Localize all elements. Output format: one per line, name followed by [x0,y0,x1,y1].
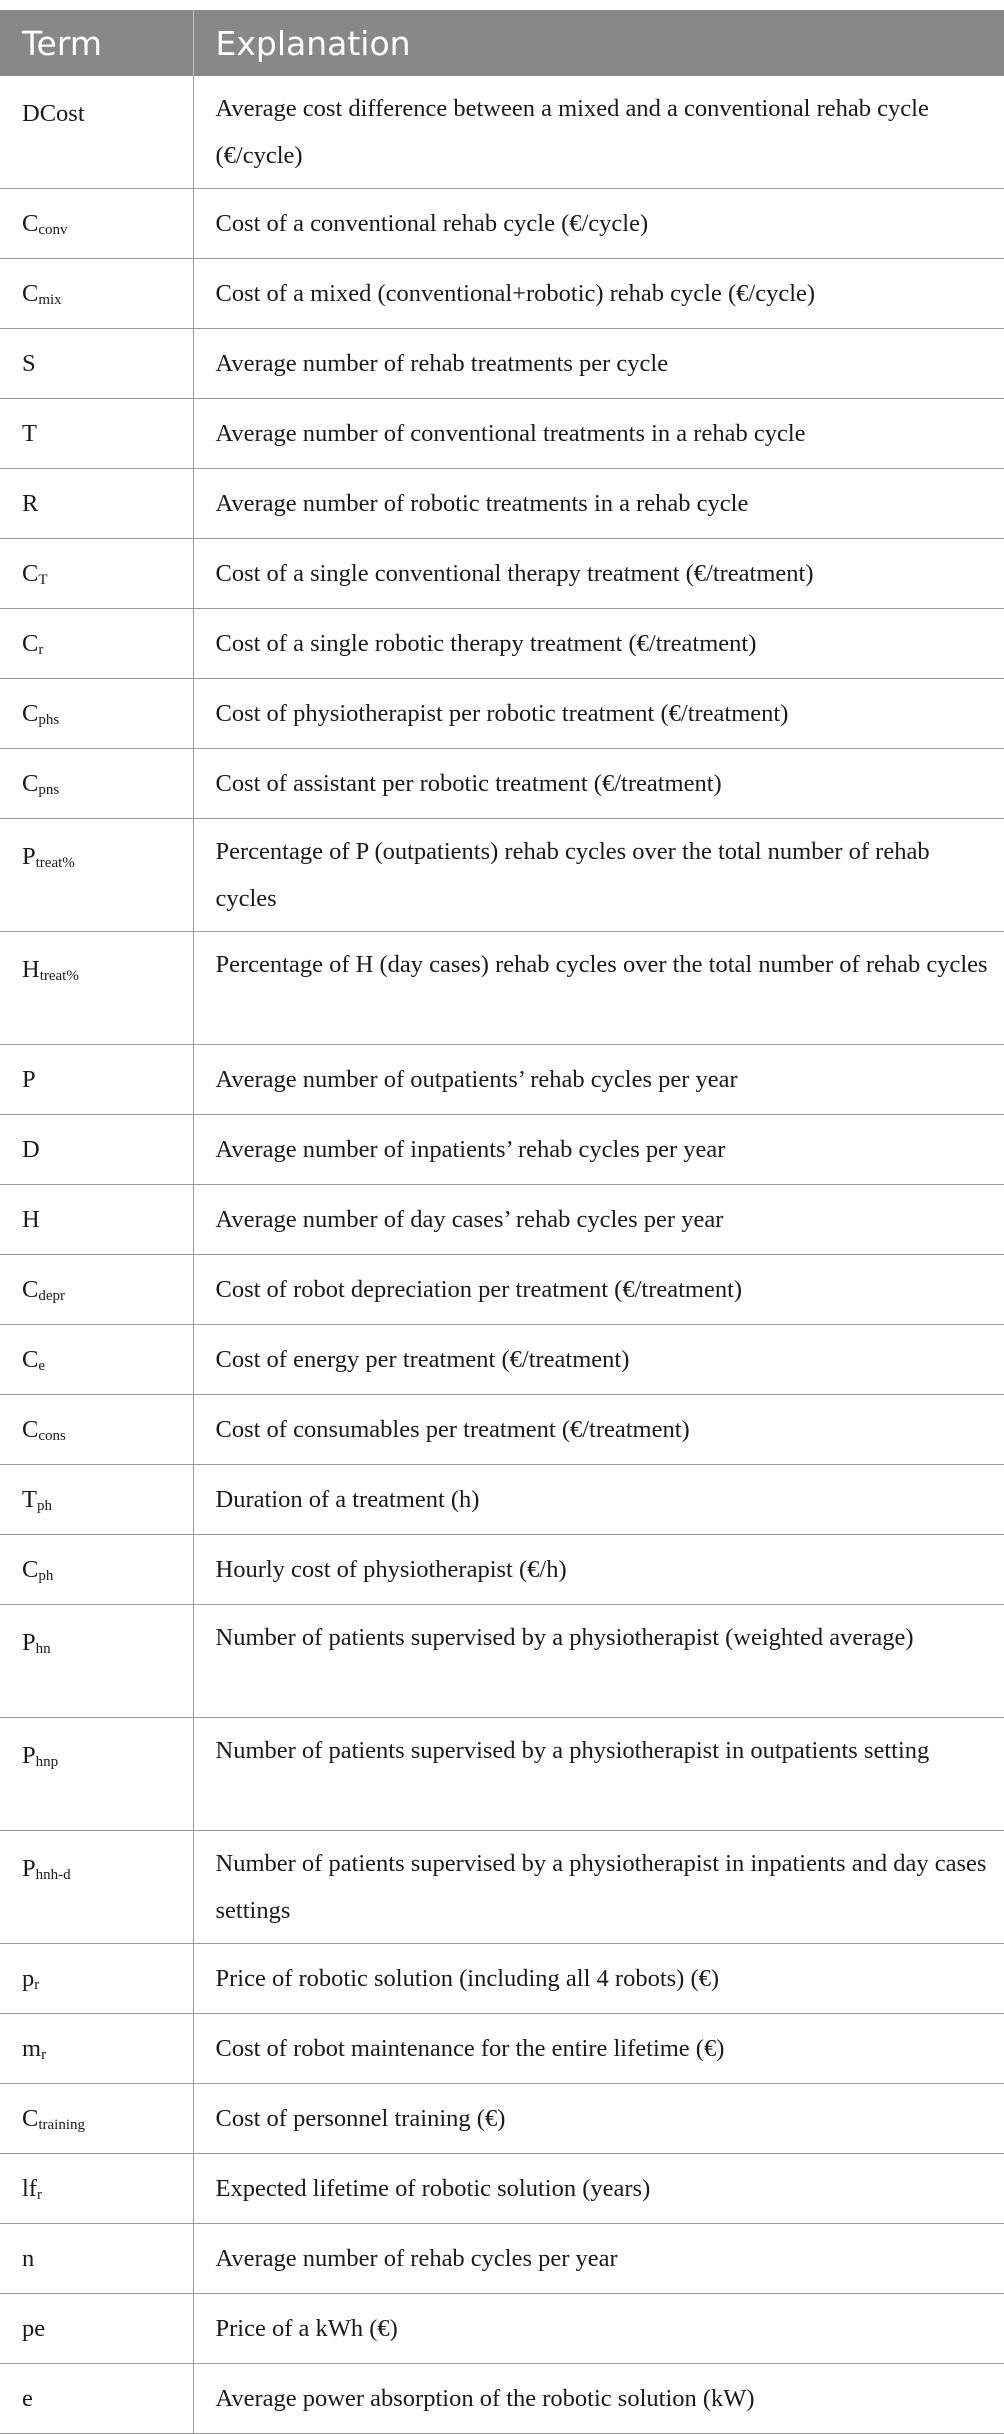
term-cell [0,259,193,329]
explanation-cell: Cost of a mixed (conventional+robotic) rehab cycle (€/cycle) [193,259,1004,329]
term-subscript: treat% [39,968,79,984]
term-subscript: ph [36,1498,52,1514]
table-row [0,1395,1004,1465]
term-cell [0,1465,193,1535]
table-row [0,2224,1004,2294]
term-symbol: T [22,1486,37,1513]
explanation-cell: Cost of robot maintenance for the entire lifetime (€) [193,2014,1004,2084]
term-symbol: e [22,2385,33,2412]
term-cell [0,2224,193,2294]
table-row [0,2084,1004,2154]
table-row [0,1465,1004,1535]
explanation-cell: Average number of conventional treatments in a rehab cycle [193,399,1004,469]
explanation-cell: Average number of outpatients’ rehab cycles per year [193,1045,1004,1115]
table-row [0,539,1004,609]
explanation-cell: Average number of robotic treatments in a rehab cycle [193,469,1004,539]
table-row [0,1185,1004,1255]
term-symbol: C [22,560,39,587]
explanation-cell: Price of robotic solution (including all 4 robots) (€) [193,1944,1004,2014]
term-subscript: depr [38,1288,65,1304]
term-subscript: hnh-d [35,1867,71,1883]
table-row [0,932,1004,1045]
explanation-cell: Cost of energy per treatment (€/treatment) [193,1325,1004,1395]
term-cell [0,2294,193,2364]
term-cell [0,679,193,749]
term-cell [0,1045,193,1115]
term-symbol: C [22,210,39,237]
explanation-cell: Average power absorption of the robotic solution (kW) [193,2364,1004,2434]
term-symbol: C [22,1416,39,1443]
table-row [0,2014,1004,2084]
term-subscript: training [38,2117,85,2133]
term-symbol: R [22,490,39,517]
term-symbol: T [22,420,37,447]
term-symbol: D [22,1136,40,1163]
term-cell [0,1255,193,1325]
explanation-cell: Cost of personnel training (€) [193,2084,1004,2154]
term-cell [0,1325,193,1395]
term-cell [0,1605,193,1718]
table-row [0,259,1004,329]
term-symbol: H [22,1206,40,1233]
explanation-cell: Average number of day cases’ rehab cycles per year [193,1185,1004,1255]
table-row [0,399,1004,469]
term-cell [0,539,193,609]
table-row [0,329,1004,399]
explanation-cell: Cost of a single conventional therapy treatment (€/treatment) [193,539,1004,609]
table-row [0,2294,1004,2364]
explanation-cell: Percentage of H (day cases) rehab cycles over the total number of rehab cycles [193,932,1004,1045]
term-cell [0,469,193,539]
term-cell [0,1831,193,1944]
term-symbol: p [22,1965,35,1992]
explanation-cell: Cost of consumables per treatment (€/treatment) [193,1395,1004,1465]
term-cell [0,2084,193,2154]
explanation-cell: Number of patients supervised by a physiotherapist in outpatients setting [193,1718,1004,1831]
header-row [0,10,1004,76]
table-row [0,679,1004,749]
term-subscript: T [38,572,48,588]
term-symbol: C [22,700,39,727]
explanation-cell: Percentage of P (outpatients) rehab cycles over the total number of rehab cycles [193,819,1004,932]
explanation-cell: Number of patients supervised by a physiotherapist in inpatients and day cases settings [193,1831,1004,1944]
table-row [0,469,1004,539]
term-cell [0,819,193,932]
term-cell [0,76,193,189]
term-subscript: ph [38,1568,54,1584]
explanation-cell: Cost of assistant per robotic treatment (€/treatment) [193,749,1004,819]
term-symbol: lf [22,2175,37,2202]
term-subscript: e [38,1358,46,1374]
term-subscript: r [34,1977,40,1993]
term-cell [0,329,193,399]
term-cell [0,189,193,259]
explanation-cell: Cost of a single robotic therapy treatment (€/treatment) [193,609,1004,679]
term-cell [0,2364,193,2434]
term-subscript: r [36,2187,42,2203]
explanation-cell: Number of patients supervised by a physiotherapist (weighted average) [193,1605,1004,1718]
explanation-cell: Hourly cost of physiotherapist (€/h) [193,1535,1004,1605]
table-row [0,1535,1004,1605]
term-cell [0,2014,193,2084]
explanation-cell: Expected lifetime of robotic solution (years) [193,2154,1004,2224]
term-subscript: cons [38,1428,66,1444]
term-subscript: phs [38,712,60,728]
explanation-cell: Cost of physiotherapist per robotic treatment (€/treatment) [193,679,1004,749]
term-subscript: hn [35,1641,51,1657]
term-subscript: mix [38,292,62,308]
explanation-cell: Cost of a conventional rehab cycle (€/cycle) [193,189,1004,259]
term-cell [0,932,193,1045]
term-symbol: S [22,350,36,377]
term-symbol: pe [22,2315,46,2342]
term-cell [0,399,193,469]
term-subscript: treat% [35,855,75,871]
term-symbol: C [22,1276,39,1303]
term-symbol: n [22,2245,35,2272]
term-symbol: C [22,770,39,797]
table-row [0,1045,1004,1115]
explanation-cell: Duration of a treatment (h) [193,1465,1004,1535]
header-term: Term [0,10,193,76]
term-cell [0,2154,193,2224]
table-row [0,1255,1004,1325]
explanation-cell: Cost of robot depreciation per treatment (€/treatment) [193,1255,1004,1325]
term-symbol: C [22,1556,39,1583]
explanation-cell: Price of a kWh (€) [193,2294,1004,2364]
table-row [0,1718,1004,1831]
term-cell [0,1718,193,1831]
term-cell [0,1944,193,2014]
table-row [0,1944,1004,2014]
term-subscript: r [38,642,44,658]
term-subscript: hnp [35,1754,59,1770]
term-symbol: C [22,1346,39,1373]
term-subscript: conv [38,222,68,238]
explanation-cell: Average number of inpatients’ rehab cycles per year [193,1115,1004,1185]
term-symbol: H [22,956,40,983]
explanation-cell: Average cost difference between a mixed and a conventional rehab cycle (€/cycle) [193,76,1004,189]
term-symbol: P [22,1629,36,1656]
term-cell [0,1115,193,1185]
term-symbol: C [22,280,39,307]
terms-table [0,10,1004,2434]
explanation-cell: Average number of rehab cycles per year [193,2224,1004,2294]
table-row [0,189,1004,259]
explanation-cell: Average number of rehab treatments per cycle [193,329,1004,399]
term-symbol: C [22,630,39,657]
term-cell [0,609,193,679]
table-row [0,609,1004,679]
table-row [0,1605,1004,1718]
term-symbol: P [22,843,36,870]
header-explanation: Explanation [193,10,1004,76]
term-cell [0,1395,193,1465]
term-cell [0,749,193,819]
table-row [0,749,1004,819]
term-cell [0,1535,193,1605]
term-symbol: m [22,2035,42,2062]
term-symbol: P [22,1742,36,1769]
term-symbol: P [22,1855,36,1882]
term-symbol: C [22,2105,39,2132]
table-row [0,2154,1004,2224]
table-row [0,1115,1004,1185]
table-row [0,1325,1004,1395]
term-symbol: DCost [22,100,85,127]
table-row [0,76,1004,189]
term-subscript: r [41,2047,47,2063]
table-row [0,1831,1004,1944]
table-row [0,819,1004,932]
term-cell [0,1185,193,1255]
table-row [0,2364,1004,2434]
term-symbol: P [22,1066,36,1093]
term-subscript: pns [38,782,60,798]
